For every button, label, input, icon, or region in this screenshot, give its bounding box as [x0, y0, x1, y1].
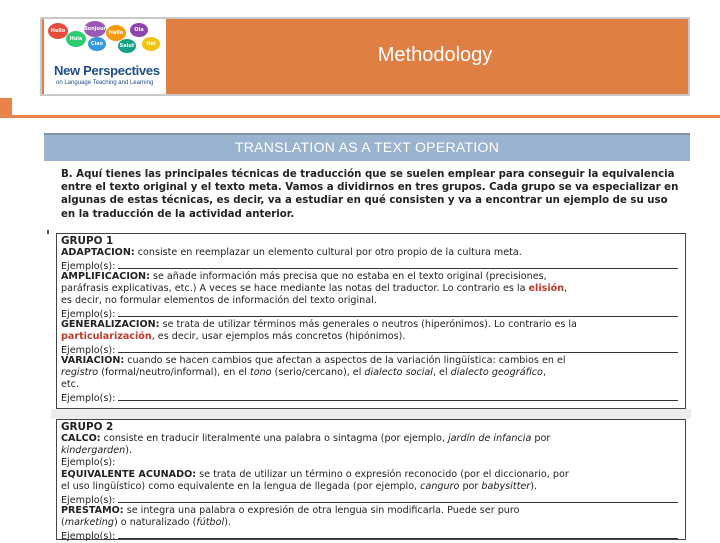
equivalente-line: EQUIVALENTE ACUÑADO: se trata de utilizar un término o expresión reconocido (por el diccionario, por — [61, 469, 569, 480]
logo — [44, 19, 166, 94]
logo-bubble: Hola — [66, 31, 86, 47]
example-line: Ejemplo(s): — [61, 493, 681, 507]
divider-tick — [47, 230, 49, 234]
calco-line: CALCO: consiste en traducir literalmente una palabra o sintagma (por ejemplo, jardín de infancia por — [61, 433, 551, 444]
slide-subtitle: TRANSLATION AS A TEXT OPERATION — [234, 139, 500, 155]
generalizacion-line: GENERALIZACIÓN: se trata de utilizar términos más generales o neutros (hiperónimos). Lo contrario es la — [61, 319, 577, 330]
prestamo-line: (marketing) o naturalizado (fútbol). — [61, 517, 231, 528]
accent-line — [12, 115, 720, 118]
adaptacion-line: ADAPTACIÓN: consiste en reemplazar un elemento cultural por otro propio de la cultura meta. — [61, 247, 522, 258]
document-image — [51, 161, 688, 540]
logo-subtitle: on Language Teaching and Learning — [56, 80, 154, 86]
logo-bubble: Hello — [48, 23, 68, 39]
accent-bar — [0, 98, 12, 118]
logo-bubble: Ciao — [88, 37, 106, 51]
logo-bubble: Bonjour — [84, 21, 106, 37]
prestamo-line: PRÉSTAMO: se integra una palabra o expresión de otra lengua sin modificarla. Puede ser puro — [61, 505, 520, 516]
variacion-line: etc. — [61, 379, 79, 390]
logo-bubble: Hei — [142, 37, 160, 51]
slide-title: Methodology — [377, 44, 493, 66]
example-line: Ejemplo(s): — [61, 529, 681, 543]
group1-box — [56, 233, 686, 409]
group2-box — [56, 419, 686, 540]
group2-heading: GRUPO 2 — [61, 421, 114, 433]
example-line: Ejemplo(s): — [61, 307, 681, 321]
variacion-line: VARIACIÓN: cuando se hacen cambios que afectan a aspectos de la variación lingüística: cambios en el — [61, 355, 566, 366]
group-separator — [51, 409, 691, 419]
logo-title: New Perspectives — [54, 63, 160, 78]
example-line: Ejemplo(s): — [61, 457, 116, 468]
example-line: Ejemplo(s): — [61, 343, 681, 357]
logo-bubble: Hallo — [106, 25, 126, 41]
calco-line: kindergarden). — [61, 445, 133, 456]
amplificacion-line: paráfrasis explicativas, etc.) A veces se hace mediante las notas del traductor. Lo contrario es la elisión, — [61, 283, 568, 294]
generalizacion-line: particularización, es decir, usar ejemplos más concretos (hipónimos). — [61, 331, 406, 342]
variacion-line: registro (formal/neutro/informal), en el tono (serio/cercano), el dialecto social, el dialecto geográfico, — [61, 367, 546, 378]
intro-paragraph: B. Aquí tienes las principales técnicas de traducción que se suelen emplear para conseguir la equivalencia entre el texto original y el texto meta. Vamos a dividirnos en tres grupos. Cada grupo se va especializar en algunas de estas técnicas, es decir, va a estudiar en qué consisten y va a encontrar un ejemplo de su uso en la traducción de la actividad anterior. — [61, 169, 679, 220]
amplificacion-line: AMPLIFICACIÓN: se añade información más precisa que no estaba en el texto original (precisiones, — [61, 271, 547, 282]
example-line: Ejemplo(s): — [61, 391, 681, 405]
group1-heading: GRUPO 1 — [61, 235, 114, 247]
logo-bubble: Ola — [130, 23, 148, 37]
equivalente-line: el uso lingüístico) como equivalente en la lengua de llegada (por ejemplo, canguro por babysitter). — [61, 481, 537, 492]
logo-bubble: Salut — [118, 39, 136, 53]
example-line: Ejemplo(s): — [61, 259, 681, 273]
amplificacion-line: es decir, no formular elementos de información del texto original. — [61, 295, 377, 306]
